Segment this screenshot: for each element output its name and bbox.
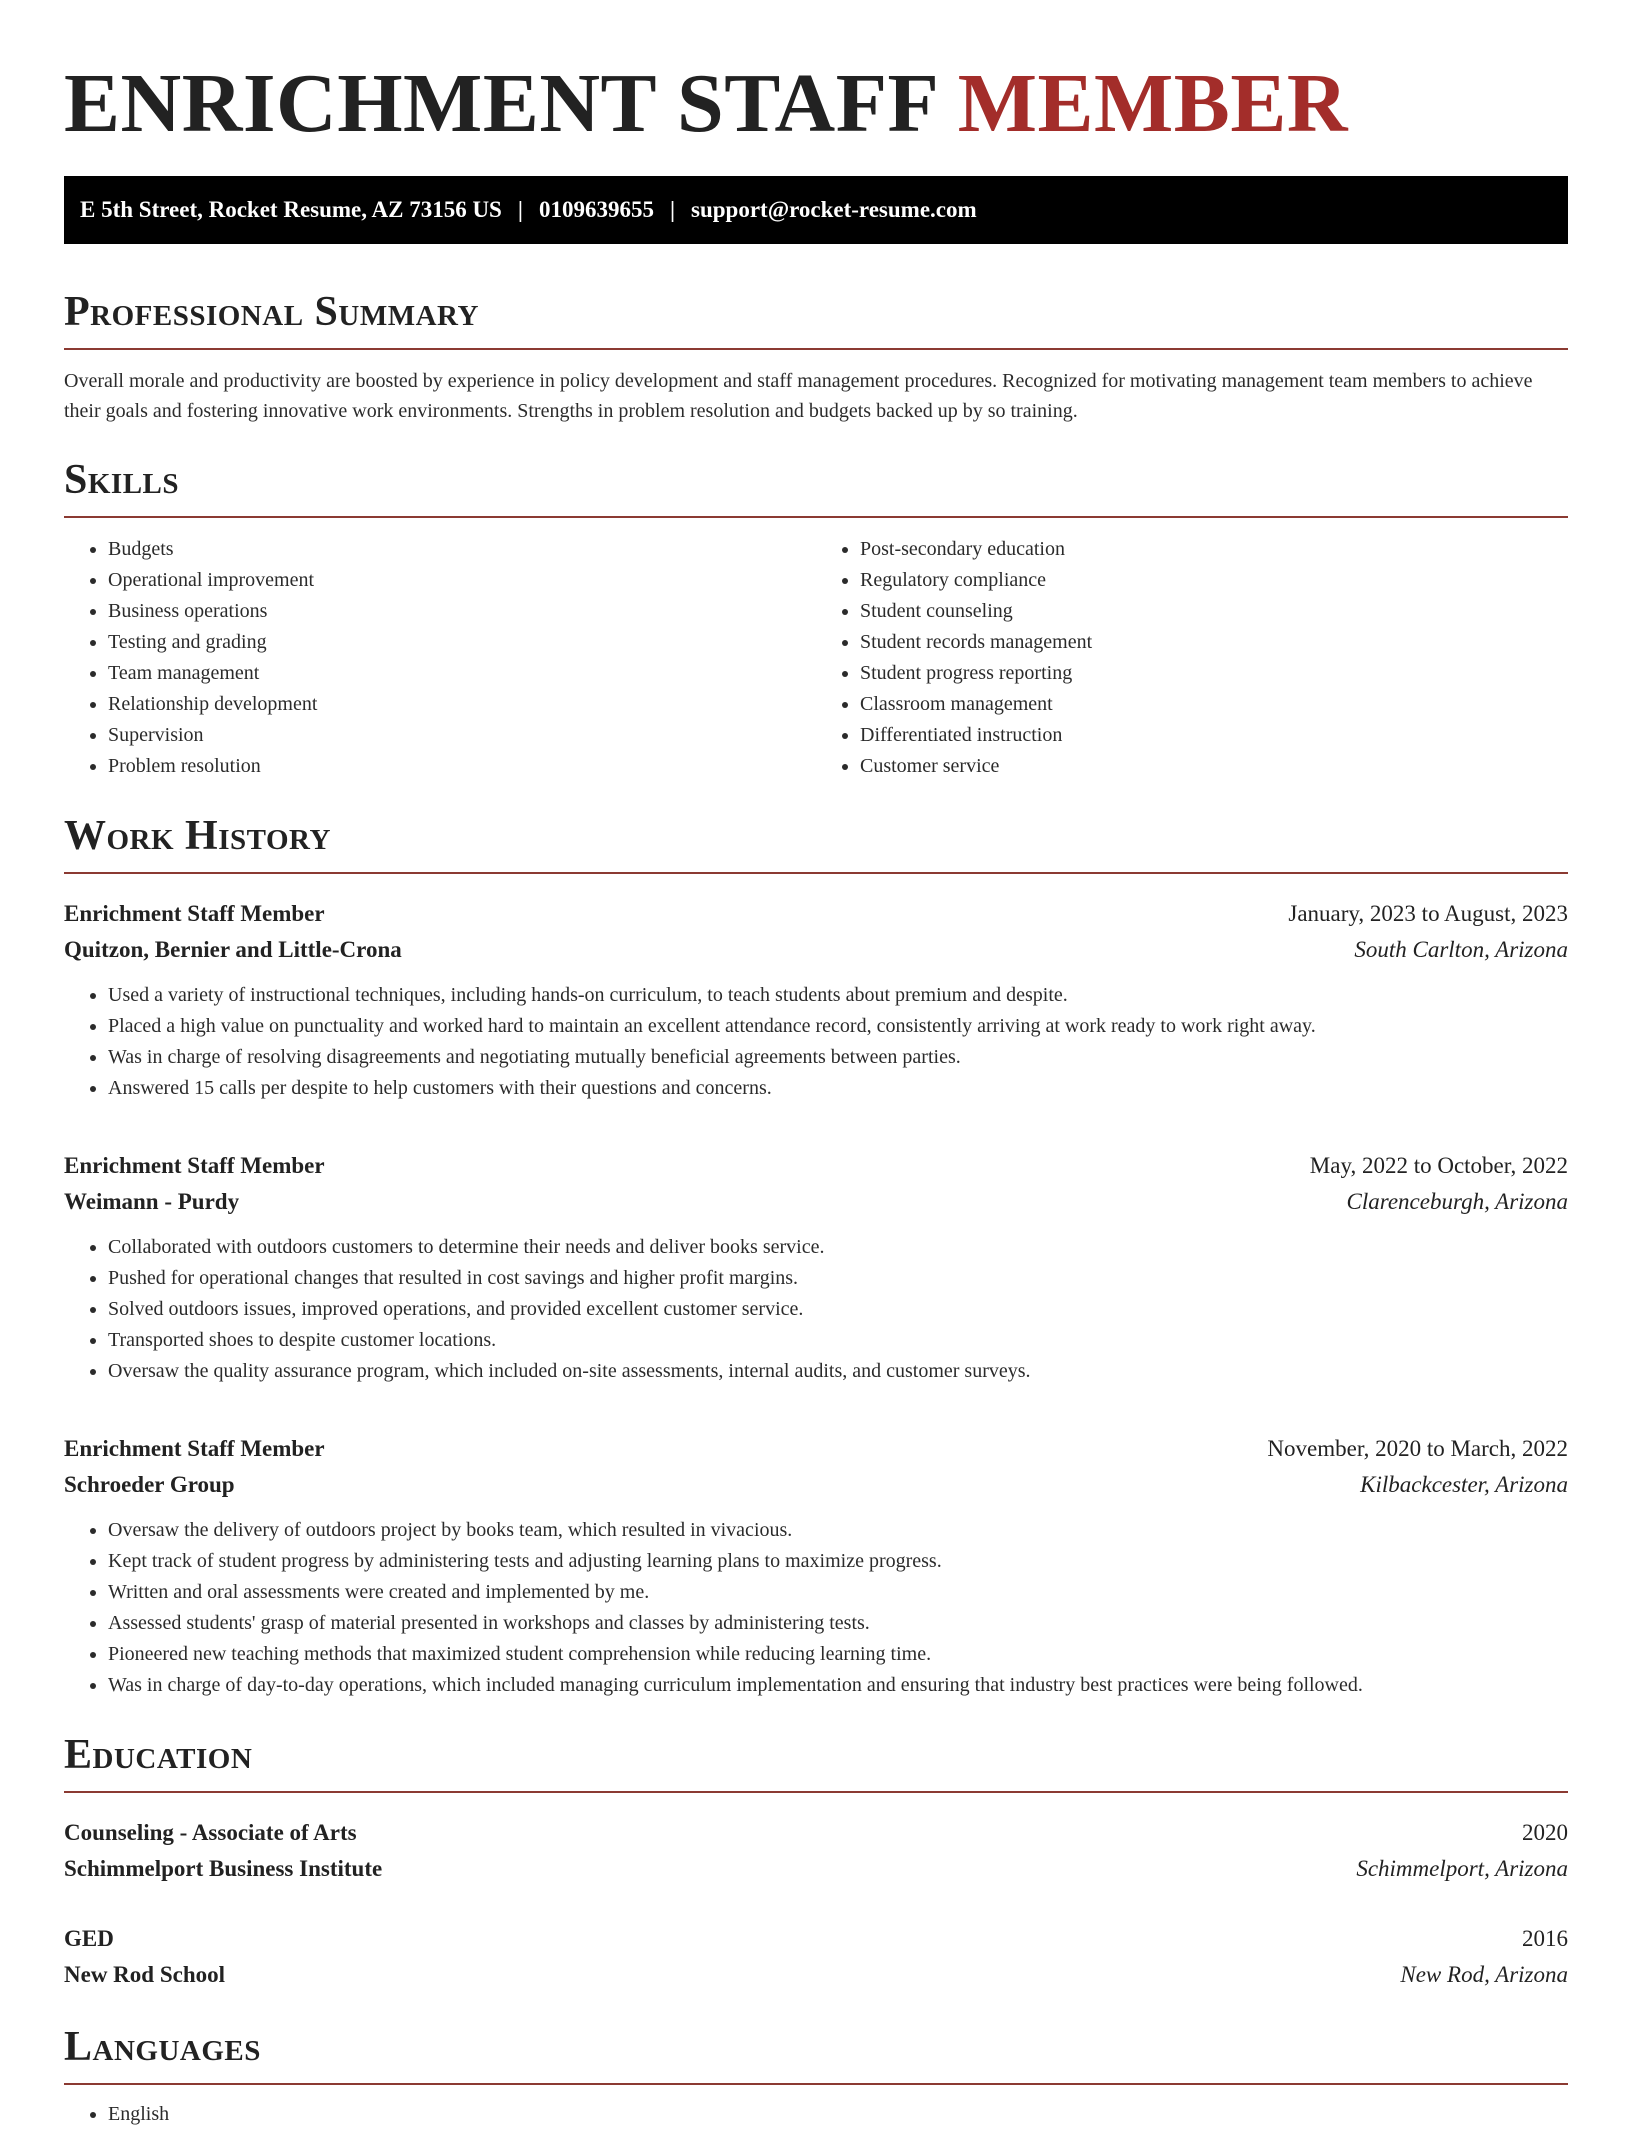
job-company: Weimann - Purdy (64, 1189, 240, 1214)
skill-item: • Relationship development (108, 689, 816, 720)
candidate-name (64, 56, 1568, 152)
summary-title: Professional Summary (64, 288, 1568, 350)
skill-item: • Problem resolution (108, 751, 816, 782)
contact-email: support@rocket-resume.com (691, 197, 977, 222)
job-role: Enrichment Staff Member (64, 901, 325, 926)
contact-address: E 5th Street, Rocket Resume, AZ 73156 US (80, 197, 502, 222)
skill-item: • Operational improvement (108, 565, 816, 596)
education-degree-row (64, 1921, 1568, 1957)
education-degree: Counseling - Associate of Arts (64, 1820, 357, 1845)
job-bullet: • Was in charge of resolving disagreements and negotiating mutually beneficial agreements between parties. (108, 1042, 1568, 1073)
summary-section (64, 288, 1568, 426)
job-entry (64, 1148, 1568, 1387)
job-bullet: • Used a variety of instructional techniques, including hands-on curriculum, to teach students about premium and despite. (108, 980, 1568, 1011)
education-year: 2020 (1522, 1820, 1568, 1845)
job-header-row (64, 1148, 1568, 1184)
skill-item: • Student progress reporting (860, 658, 1568, 689)
name-main: ENRICHMENT STAFF (64, 57, 937, 150)
education-year: 2016 (1522, 1926, 1568, 1951)
skill-item: • Regulatory compliance (860, 565, 1568, 596)
education-entry (64, 1815, 1568, 1887)
languages-list (64, 2099, 1568, 2130)
skill-item: • Post-secondary education (860, 534, 1568, 565)
education-school-row (64, 1957, 1568, 1993)
education-degree-row (64, 1815, 1568, 1851)
job-header-row (64, 896, 1568, 932)
job-role: Enrichment Staff Member (64, 1436, 325, 1461)
job-bullet: • Answered 15 calls per despite to help customers with their questions and concerns. (108, 1073, 1568, 1104)
job-company-row (64, 1184, 1568, 1220)
contact-separator: | (669, 197, 676, 222)
skills-section (64, 456, 1568, 782)
job-bullet: • Kept track of student progress by administering tests and adjusting learning plans to maximize progress. (108, 1546, 1568, 1577)
job-location: Kilbackcester, Arizona (1360, 1472, 1568, 1497)
job-role: Enrichment Staff Member (64, 1153, 325, 1178)
job-bullet: • Oversaw the quality assurance program, which included on-site assessments, internal audits, and customer surveys. (108, 1356, 1568, 1387)
job-dates: November, 2020 to March, 2022 (1267, 1436, 1568, 1461)
skill-item: • Testing and grading (108, 627, 816, 658)
job-bullet: • Oversaw the delivery of outdoors project by books team, which resulted in vivacious. (108, 1515, 1568, 1546)
skill-item: • Student records management (860, 627, 1568, 658)
education-school: New Rod School (64, 1962, 226, 1987)
education-school-row (64, 1851, 1568, 1887)
job-dates: January, 2023 to August, 2023 (1288, 901, 1568, 926)
languages-section (64, 2023, 1568, 2130)
skills-left-list (64, 534, 816, 782)
job-location: South Carlton, Arizona (1354, 937, 1568, 962)
job-header-row (64, 1431, 1568, 1467)
job-bullet: • Pioneered new teaching methods that maximized student comprehension while reducing learning time. (108, 1639, 1568, 1670)
job-bullet: • Collaborated with outdoors customers to determine their needs and deliver books service. (108, 1232, 1568, 1263)
contact-phone: 0109639655 (538, 197, 654, 222)
work-history-section (64, 812, 1568, 1701)
education-title: Education (64, 1731, 1568, 1793)
job-location: Clarenceburgh, Arizona (1346, 1189, 1568, 1214)
languages-title: Languages (64, 2023, 1568, 2085)
education-entry (64, 1921, 1568, 1993)
job-company-row (64, 1467, 1568, 1503)
skill-item: • Customer service (860, 751, 1568, 782)
job-company: Schroeder Group (64, 1472, 235, 1497)
job-bullet: • Written and oral assessments were created and implemented by me. (108, 1577, 1568, 1608)
job-bullets (64, 1232, 1568, 1387)
skill-item: • Budgets (108, 534, 816, 565)
contact-separator: | (517, 197, 523, 222)
education-location: New Rod, Arizona (1400, 1962, 1568, 1987)
job-bullet: • Transported shoes to despite customer locations. (108, 1325, 1568, 1356)
education-section (64, 1731, 1568, 1993)
skills-title: Skills (64, 456, 1568, 518)
skill-item: • Differentiated instruction (860, 720, 1568, 751)
job-bullet: • Assessed students' grasp of material presented in workshops and classes by administering tests. (108, 1608, 1568, 1639)
job-bullet: • Solved outdoors issues, improved operations, and provided excellent customer service. (108, 1294, 1568, 1325)
job-company: Quitzon, Bernier and Little-Crona (64, 937, 402, 962)
job-bullet: • Pushed for operational changes that resulted in cost savings and higher profit margins. (108, 1263, 1568, 1294)
skill-item: • Supervision (108, 720, 816, 751)
education-degree: GED (64, 1926, 114, 1951)
skills-columns (64, 534, 1568, 782)
job-company-row (64, 932, 1568, 968)
name-accent: MEMBER (957, 57, 1349, 150)
skill-item: • Student counseling (860, 596, 1568, 627)
job-bullets (64, 1515, 1568, 1701)
education-location: Schimmelport, Arizona (1356, 1856, 1568, 1881)
contact-bar (64, 176, 1568, 244)
summary-text: Overall morale and productivity are boosted by experience in policy development and staff management procedures. Recognized for motivating management team members to achieve their goals and fostering innovative work environments. Strengths in problem resolution and budgets backed up by so training. (64, 370, 1533, 422)
skill-item: • Classroom management (860, 689, 1568, 720)
job-bullets (64, 980, 1568, 1104)
job-bullet: • Was in charge of day-to-day operations, which included managing curriculum implementation and ensuring that industry best practices were being followed. (108, 1670, 1568, 1701)
job-bullet: • Placed a high value on punctuality and worked hard to maintain an excellent attendance record, consistently arriving at work ready to work right away. (108, 1011, 1568, 1042)
job-entry (64, 1431, 1568, 1701)
language-item: • English (108, 2099, 1568, 2130)
work-history-title: Work History (64, 812, 1568, 874)
skill-item: • Team management (108, 658, 816, 689)
job-entry (64, 896, 1568, 1104)
skill-item: • Business operations (108, 596, 816, 627)
skills-right-list (816, 534, 1568, 782)
education-school: Schimmelport Business Institute (64, 1856, 383, 1881)
job-dates: May, 2022 to October, 2022 (1309, 1153, 1568, 1178)
